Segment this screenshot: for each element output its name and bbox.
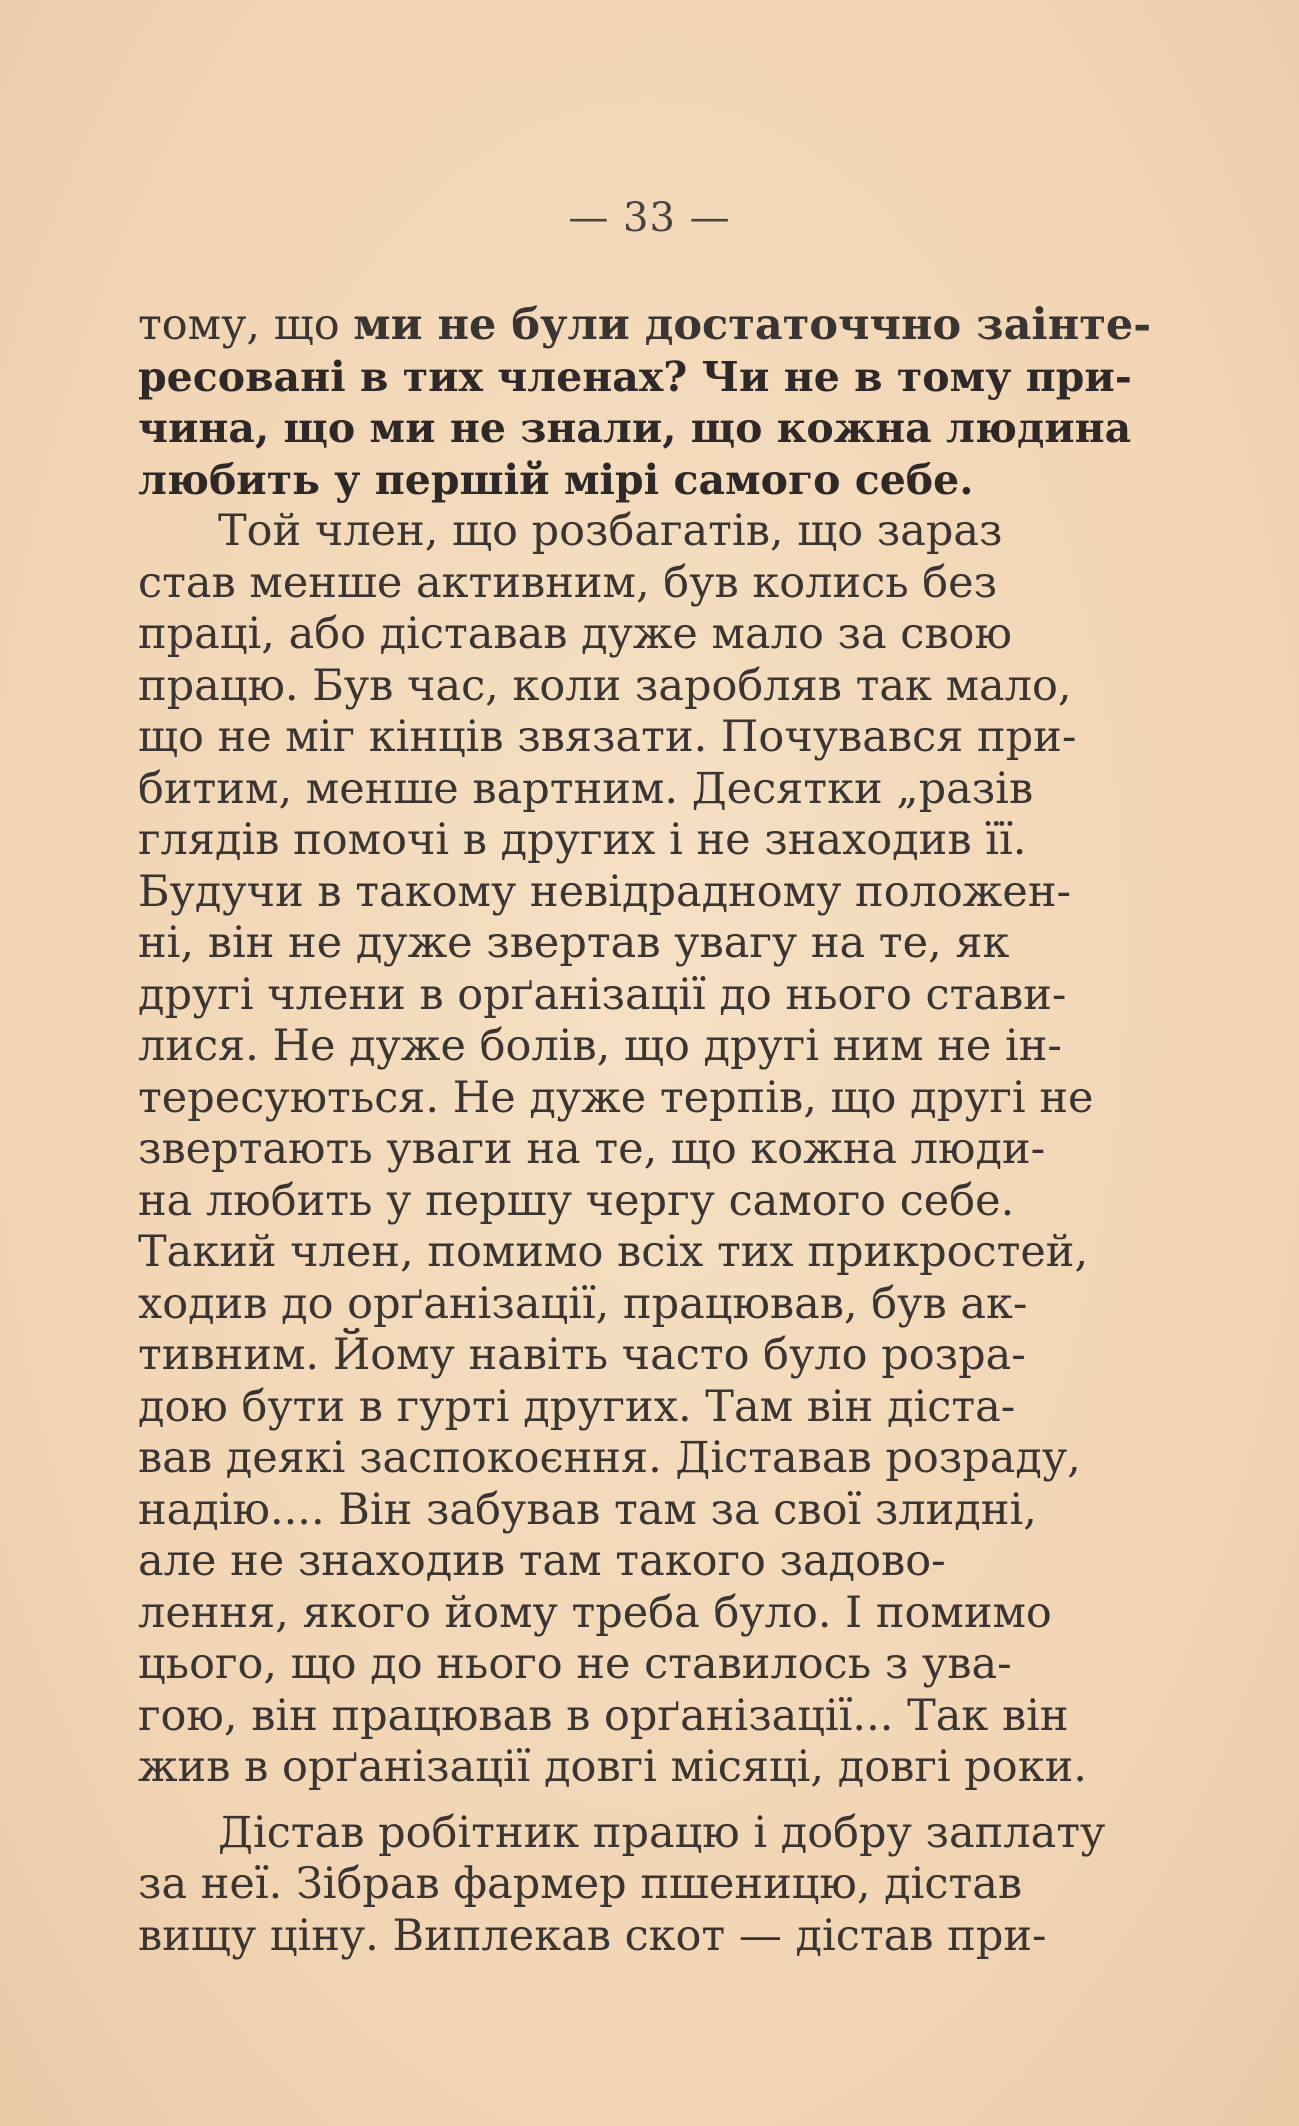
- text-line: тересуються. Не дуже терпів, що другі не: [138, 1072, 1094, 1123]
- text-line: але не знаходив там такого задово-: [138, 1536, 946, 1586]
- text-line: працю. Був час, коли заробляв так мало,: [138, 660, 1072, 711]
- text-line: став менше активним, був колись без: [138, 557, 998, 608]
- text-line: лися. Не дуже болів, що другі ним не ін-: [138, 1021, 1062, 1071]
- intro-line-1-bold: ми не були достаточчно заінте-: [353, 300, 1152, 350]
- paragraph-2: [138, 1808, 1238, 1963]
- text-line: праці, або діставав дуже мало за свою: [138, 609, 1012, 659]
- text-line: Той член, що розбагатів, що зараз: [218, 506, 1003, 556]
- text-line: Будучи в такому невідрадному положен-: [138, 866, 1072, 917]
- text-line: Такий член, помимо всіх тих прикростей,: [138, 1227, 1089, 1277]
- text-line: ні, він не дуже звертав увагу на те, як: [138, 918, 1010, 968]
- text-line: вав деякі заспокоєння. Діставав розраду,: [138, 1433, 1081, 1483]
- text-line: надію.... Він забував там за свої злидні,: [138, 1484, 1037, 1535]
- intro-line-3: чина, що ми не знали, що кожна людина: [138, 404, 1132, 452]
- text-line: цього, що до нього не ставилось з ува-: [138, 1639, 1012, 1689]
- text-line: за неї. Зібрав фармер пшеницю, дістав: [138, 1859, 1023, 1909]
- text-line: дою бути в гурті других. Там він діста-: [138, 1381, 1016, 1432]
- intro-line-1-plain: тому, що: [138, 300, 354, 350]
- text-line: гою, він працював в орґанізації... Так він: [138, 1690, 1069, 1741]
- text-line: на любить у першу чергу самого себе.: [138, 1175, 1015, 1226]
- text-line: битим, менше вартним. Десятки „разів: [138, 763, 1034, 814]
- intro-line-1: [138, 300, 1238, 352]
- text-line: тивним. Йому навіть часто було розра-: [138, 1330, 1026, 1380]
- paragraph-1: [138, 506, 1238, 1794]
- intro-line-2: ресовані в тих членах? Чи не в тому при-: [138, 352, 1132, 401]
- text-line: лення, якого йому треба було. І помимо: [138, 1587, 1052, 1638]
- page-number: — 33 —: [568, 195, 731, 241]
- text-line: другі члени в орґанізації до нього стави-: [138, 969, 1067, 1020]
- text-line: вищу ціну. Виплекав скот — дістав при-: [138, 1910, 1047, 1961]
- text-line: Дістав робітник працю і добру заплату: [218, 1807, 1106, 1858]
- text-line: звертають уваги на те, що кожна люди-: [138, 1124, 1046, 1174]
- text-line: глядів помочі в других і не знаходив її.: [138, 815, 1027, 865]
- intro-line-4: любить у першій мірі самого себе.: [138, 455, 974, 504]
- text-line: жив в орґанізації довгі місяці, довгі роки.: [138, 1742, 1087, 1792]
- text-line: що не міг кінців звязати. Почувався при-: [138, 712, 1077, 762]
- body-text: [138, 300, 1238, 1962]
- text-line: ходив до орґанізації, працював, був ак-: [138, 1278, 1028, 1329]
